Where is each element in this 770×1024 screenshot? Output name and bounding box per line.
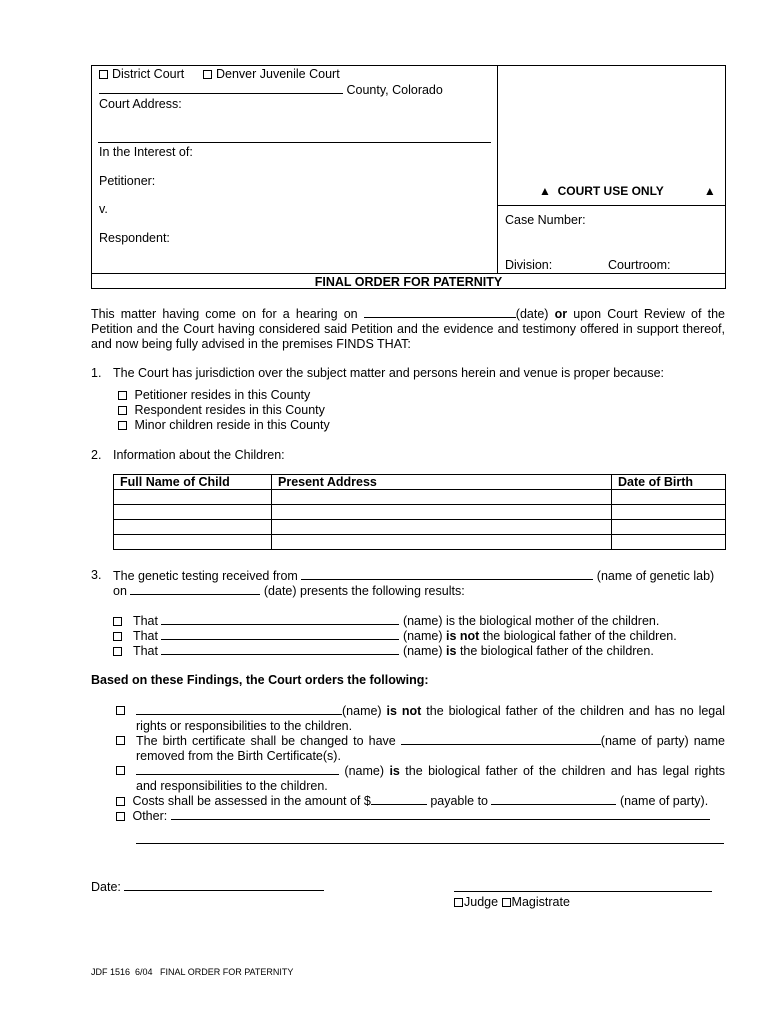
order-2-checkbox[interactable] xyxy=(116,736,125,745)
checkbox[interactable] xyxy=(113,647,122,656)
magistrate-checkbox[interactable] xyxy=(502,898,511,907)
name-blank[interactable] xyxy=(161,613,399,625)
date-field: Date: xyxy=(91,879,324,894)
document-title: FINAL ORDER FOR PATERNITY xyxy=(314,275,503,289)
checkbox[interactable] xyxy=(113,617,122,626)
checkbox[interactable] xyxy=(116,797,125,806)
checkbox[interactable] xyxy=(99,70,108,79)
other-blank-line-2[interactable] xyxy=(136,843,724,844)
checkbox[interactable] xyxy=(113,632,122,641)
column-header: Date of Birth xyxy=(612,475,726,490)
option-respondent-resides[interactable]: Respondent resides in this County xyxy=(118,403,325,417)
name-blank[interactable] xyxy=(161,628,399,640)
county-line: County, Colorado xyxy=(99,82,443,97)
court-use-only: ▲ COURT USE ONLY ▲ xyxy=(539,184,716,198)
order-3-checkbox[interactable] xyxy=(116,766,125,775)
caption-box xyxy=(91,65,726,289)
petitioner-label: Petitioner: xyxy=(99,174,156,188)
judge-magistrate: Judge Magistrate xyxy=(454,895,570,909)
up-arrow-icon: ▲ xyxy=(539,184,551,198)
children-table xyxy=(113,474,726,550)
date-blank[interactable] xyxy=(124,879,324,891)
address-line xyxy=(98,142,491,143)
name-blank[interactable] xyxy=(136,763,339,775)
in-interest-label: In the Interest of: xyxy=(99,145,193,159)
caption-divider xyxy=(497,66,498,273)
county-blank[interactable] xyxy=(99,82,343,94)
result-is-father[interactable]: That (name) is the biological father of the children. xyxy=(113,643,654,658)
court-address-label: Court Address: xyxy=(99,97,182,111)
courtroom-label: Courtroom: xyxy=(608,258,671,272)
checkbox[interactable] xyxy=(118,391,127,400)
order-1-checkbox[interactable] xyxy=(116,706,125,715)
option-children-reside[interactable]: Minor children reside in this County xyxy=(118,418,330,432)
form-footer: JDF 1516 6/04 FINAL ORDER FOR PATERNITY xyxy=(91,967,294,977)
finding-1-number: 1. xyxy=(91,366,102,380)
finding-1-text: The Court has jurisdiction over the subject matter and persons herein and venue is proper because: xyxy=(113,366,665,380)
result-not-father[interactable]: That (name) is not the biological father of the children. xyxy=(113,628,677,643)
option-petitioner-resides[interactable]: Petitioner resides in this County xyxy=(118,388,310,402)
finding-3-number: 3. xyxy=(91,568,102,582)
genetic-lab-blank[interactable] xyxy=(301,568,593,580)
name-blank[interactable] xyxy=(161,643,399,655)
versus-label: v. xyxy=(99,202,108,216)
column-header: Full Name of Child xyxy=(114,475,272,490)
finding-3-line-1: The genetic testing received from (name of genetic lab) xyxy=(113,569,715,583)
column-header: Present Address xyxy=(272,475,612,490)
table-header-row xyxy=(114,475,726,490)
party-name-blank[interactable] xyxy=(491,793,616,805)
amount-blank[interactable] xyxy=(371,793,427,805)
table-row[interactable] xyxy=(114,490,726,505)
hearing-date-blank[interactable] xyxy=(364,306,516,318)
respondent-label: Respondent: xyxy=(99,231,170,245)
order-1-text: (name) is not the biological father of the children and has no legal rights or responsibilities to the children. xyxy=(136,704,725,733)
denver-juvenile-option[interactable]: Denver Juvenile Court xyxy=(203,67,340,81)
title-divider xyxy=(92,273,725,274)
order-4-costs[interactable]: Costs shall be assessed in the amount of $ payable to (name of party). xyxy=(116,793,708,808)
division-label: Division: xyxy=(505,258,553,272)
order-2-text: The birth certificate shall be changed to have (name of party) name removed from the Birth Certificate(s). xyxy=(136,734,725,763)
finding-2-number: 2. xyxy=(91,448,102,462)
finding-3-line-2: on (date) presents the following results: xyxy=(113,584,465,598)
testing-date-blank[interactable] xyxy=(130,583,260,595)
orders-heading: Based on these Findings, the Court orders the following: xyxy=(91,673,429,687)
checkbox[interactable] xyxy=(118,421,127,430)
checkbox[interactable] xyxy=(203,70,212,79)
table-row[interactable] xyxy=(114,505,726,520)
case-number-label: Case Number: xyxy=(505,213,586,227)
party-name-blank[interactable] xyxy=(401,733,601,745)
court-use-divider xyxy=(497,205,725,206)
checkbox[interactable] xyxy=(116,812,125,821)
order-3-text: (name) is the biological father of the children and has legal rights and responsibilities to the children. xyxy=(136,764,725,793)
other-blank[interactable] xyxy=(171,808,710,820)
order-5-other[interactable]: Other: xyxy=(116,808,710,823)
result-mother[interactable]: That (name) is the biological mother of the children. xyxy=(113,613,659,628)
signature-line[interactable] xyxy=(454,891,712,892)
checkbox[interactable] xyxy=(118,406,127,415)
table-row[interactable] xyxy=(114,520,726,535)
district-court-option[interactable]: District Court xyxy=(99,67,184,81)
intro-paragraph: This matter having come on for a hearing on (date) or upon Court Review of the Petition and the Court having considered said Petition and the evidence and testimony offered in support thereof, and now being fully advised in the premises FINDS THAT: xyxy=(91,307,725,351)
finding-2-text: Information about the Children: xyxy=(113,448,285,462)
up-arrow-icon: ▲ xyxy=(703,184,716,198)
name-blank[interactable] xyxy=(136,703,342,715)
table-row[interactable] xyxy=(114,535,726,550)
judge-checkbox[interactable] xyxy=(454,898,463,907)
